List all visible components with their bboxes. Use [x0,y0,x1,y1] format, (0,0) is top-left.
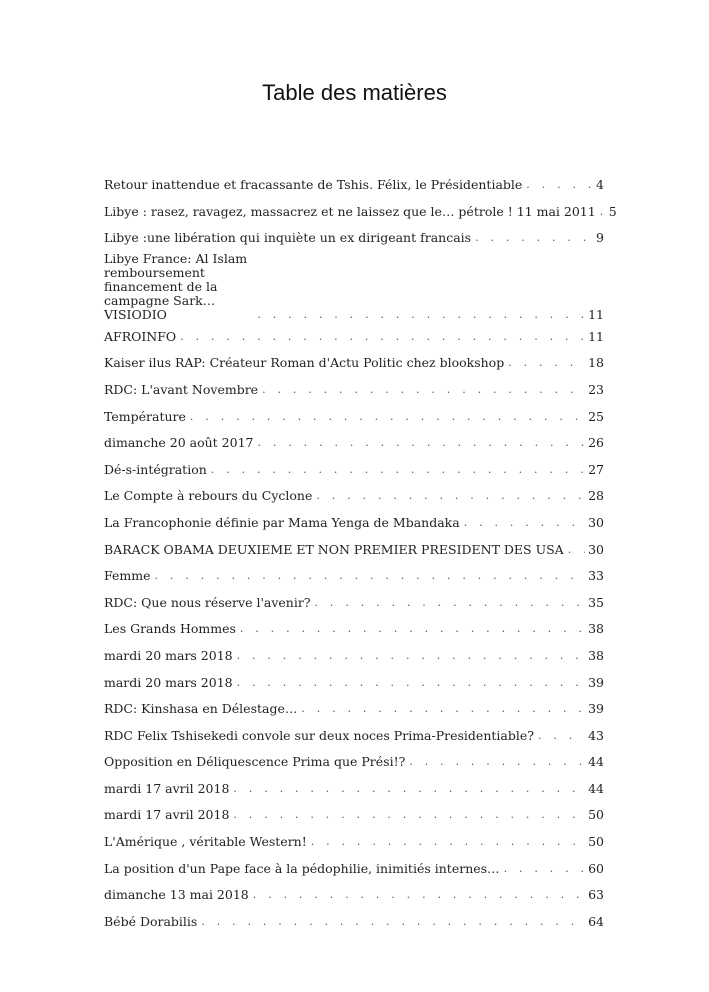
dot-leader [316,489,585,503]
page-title: Table des matières [262,80,447,105]
dot-leader [237,676,585,690]
toc-entry[interactable] [104,647,604,663]
toc-entry-label: mardi 20 mars 2018 [104,647,233,663]
dot-leader [257,308,585,322]
table-of-contents [104,176,617,939]
toc-entry[interactable] [104,514,604,530]
toc-entry[interactable] [104,700,604,716]
toc-entry[interactable] [104,594,604,610]
toc-entry[interactable] [104,461,604,477]
toc-entry-label: Température [104,408,186,424]
toc-entry[interactable] [104,886,604,902]
toc-entry-label: Libye France: Al Islam remboursement financement de la campagne Sark…VISIODIO [104,250,248,322]
toc-entry[interactable] [104,408,604,424]
toc-entry[interactable] [104,354,604,370]
toc-entry-label: Libye :une libération qui inquiète un ex dirigeant francais [104,230,472,246]
toc-entry[interactable] [104,229,604,245]
toc-entry-page-number: 5 [608,203,617,219]
dot-leader [240,622,585,636]
toc-entry-page-number: 63 [588,887,604,903]
toc-entry-label: Dé-s-intégration [104,461,207,477]
dot-leader [315,596,586,610]
toc-entry-page-number: 11 [588,328,604,344]
toc-entry-label: Retour inattendue et fracassante de Tshis. Félix, le Présidentiable [104,177,523,192]
toc-entry[interactable] [104,913,604,929]
toc-entry-page-number: 30 [588,514,604,530]
toc-entry-page-number: 30 [588,541,604,557]
toc-entry[interactable] [104,487,604,503]
toc-entry[interactable] [104,203,617,219]
toc-entry-page-number: 23 [588,381,604,397]
dot-leader [504,862,586,876]
toc-entry-label: La Francophonie définie par Mama Yenga de Mbandaka [104,514,460,530]
dot-leader [568,543,585,557]
dot-leader [301,702,585,716]
toc-entry[interactable] [104,328,604,344]
dot-leader [526,178,593,192]
toc-entry-label: Le Compte à rebours du Cyclone [104,488,313,504]
dot-leader [262,383,585,397]
dot-leader [233,782,585,796]
toc-entry-page-number: 44 [588,780,604,796]
toc-entry-label: dimanche 13 mai 2018 [104,887,249,903]
dot-leader [190,410,585,424]
dot-leader [538,729,585,743]
toc-entry-page-number: 27 [588,461,604,477]
toc-entry-page-number: 44 [588,754,604,770]
dot-leader [475,231,593,245]
toc-entry[interactable] [104,806,604,822]
toc-entry-label: RDC Felix Tshisekedi convole sur deux noces Prima-Presidentiable? [104,727,534,743]
toc-entry[interactable] [104,176,604,192]
dot-leader [155,569,586,583]
toc-entry-page-number: 50 [588,834,604,850]
toc-entry-label: Bébé Dorabilis [104,913,198,929]
dot-leader [180,330,585,344]
toc-entry-page-number: 18 [588,355,604,371]
dot-leader [311,835,585,849]
toc-entry[interactable] [104,252,604,322]
toc-entry-page-number: 39 [588,701,604,717]
toc-entry-label: mardi 17 avril 2018 [104,807,230,823]
toc-entry-page-number: 39 [588,674,604,690]
dot-leader [464,516,585,530]
toc-entry-label: mardi 17 avril 2018 [104,780,230,796]
toc-entry-page-number: 35 [588,594,604,610]
toc-entry-label: La position d'un Pape face à la pédophilie, inimitiés internes… [104,860,500,876]
dot-leader [508,356,585,370]
dot-leader [233,808,585,822]
toc-entry-page-number: 43 [588,727,604,743]
toc-entry[interactable] [104,434,604,450]
toc-entry-label: Opposition en Déliquescence Prima que Prési!? [104,754,406,770]
toc-entry-label: Femme [104,568,151,584]
toc-entry-page-number: 60 [588,860,604,876]
toc-entry-label: L'Amérique , véritable Western! [104,834,307,850]
toc-entry[interactable] [104,780,604,796]
toc-entry[interactable] [104,620,604,636]
toc-entry-page-number: 28 [588,488,604,504]
toc-entry-page-number: 50 [588,807,604,823]
toc-entry-label: Les Grands Hommes [104,621,236,637]
toc-entry-label: dimanche 20 août 2017 [104,435,254,451]
toc-entry[interactable] [104,753,604,769]
toc-entry-label: RDC: Que nous réserve l'avenir? [104,594,311,610]
toc-entry[interactable] [104,860,604,876]
toc-entry[interactable] [104,833,604,849]
toc-entry-label: mardi 20 mars 2018 [104,674,233,690]
toc-entry-page-number: 38 [588,647,604,663]
toc-entry[interactable] [104,381,604,397]
dot-leader [201,915,585,929]
toc-entry-page-number: 9 [596,230,604,246]
toc-entry-page-number: 11 [588,306,604,322]
toc-entry-page-number: 38 [588,621,604,637]
toc-entry-page-number: 25 [588,408,604,424]
toc-entry-page-number: 64 [588,913,604,929]
toc-entry-label: Kaiser ilus RAP: Créateur Roman d'Actu Politic chez blookshop [104,355,505,371]
toc-entry-label: RDC: L'avant Novembre [104,381,259,397]
toc-entry-label: AFROINFO [104,328,177,344]
dot-leader [237,649,585,663]
toc-entry-label: BARACK OBAMA DEUXIEME ET NON PREMIER PRESIDENT DES USA [104,541,564,557]
toc-entry[interactable] [104,541,604,557]
dot-leader [258,436,586,450]
dot-leader [409,755,585,769]
toc-entry-label: RDC: Kinshasa en Délestage… [104,701,298,717]
toc-entry[interactable] [104,674,604,690]
dot-leader [253,888,585,902]
toc-entry-page-number: 4 [596,177,604,192]
toc-entry[interactable] [104,727,604,743]
toc-entry-page-number: 33 [588,568,604,584]
toc-entry-label: Libye : rasez, ravagez, massacrez et ne laissez que le… pétrole ! 11 mai 2011 [104,203,596,219]
toc-entry[interactable] [104,567,604,583]
dot-leader [211,463,585,477]
toc-entry-page-number: 26 [588,435,604,451]
